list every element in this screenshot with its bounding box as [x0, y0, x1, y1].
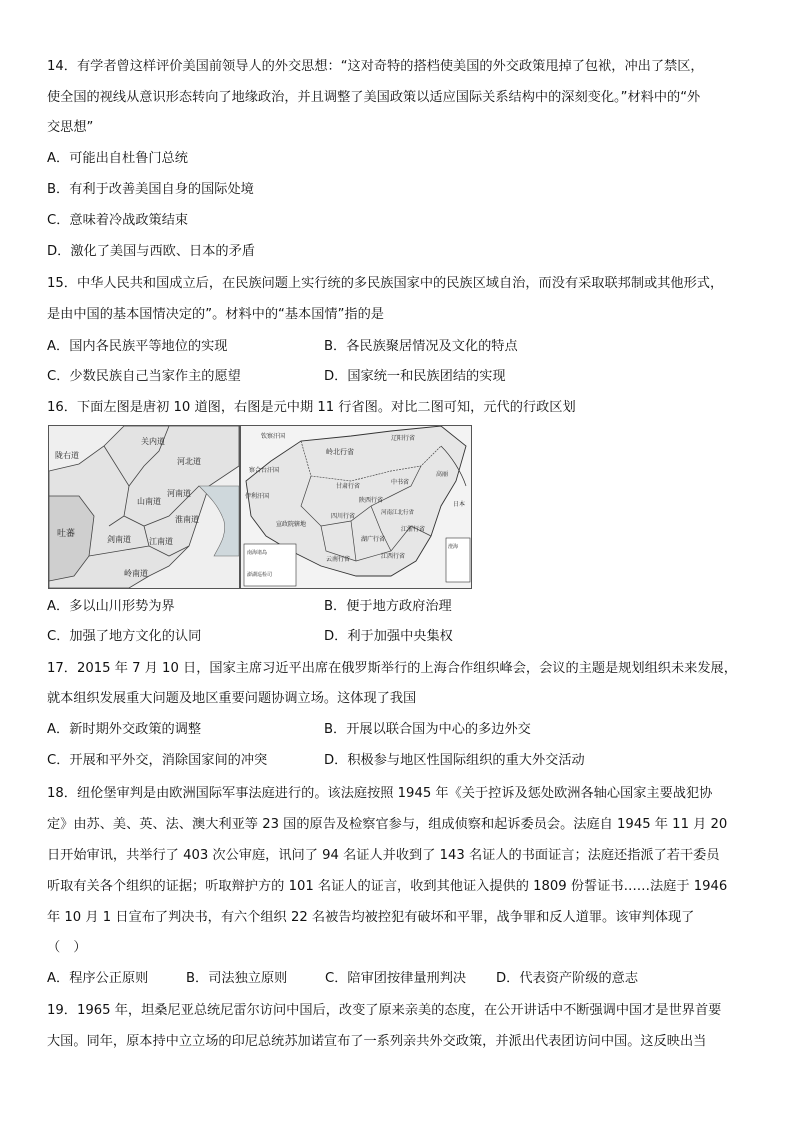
q14-option-d[interactable]: D．激化了美国与西欧、日本的矛盾: [47, 244, 255, 259]
q15-option-b[interactable]: B．各民族聚居情况及文化的特点: [324, 339, 518, 354]
q17-option-b[interactable]: B．开展以联合国为中心的多边外交: [324, 722, 531, 737]
yuan-label-henan-jiangbei: 河南江北行省: [381, 510, 415, 516]
yuan-label-chenghai: 澄海: [448, 544, 459, 550]
yuan-label-xuanzhengyuan: 宣政院辖地: [276, 521, 307, 528]
q16-option-d[interactable]: D．利于加强中央集权: [324, 629, 453, 644]
q14-option-a[interactable]: A．可能出自杜鲁门总统: [47, 151, 188, 166]
tang-label-longyou: 陇右道: [55, 451, 79, 460]
q18-stem-line1: 18．纽伦堡审判是由欧洲国际军事法庭进行的。该法庭按照 1945 年《关于控诉及惩处欧洲各轴心国家主要战犯协: [47, 786, 713, 801]
tang-label-lingnan: 岭南道: [124, 569, 148, 578]
q18-option-d[interactable]: D．代表资产阶级的意志: [496, 971, 639, 986]
q18-stem-line4: 听取有关各个组织的证据；听取辩护方的 101 名证人的证言，收到其他证入提供的 1809 份誓证书……法庭于 1946: [47, 879, 728, 894]
tang-label-guannei: 关内道: [141, 437, 165, 446]
yuan-label-lingbei: 岭北行省: [326, 448, 354, 456]
q17-option-d[interactable]: D．积极参与地区性国际组织的重大外交活动: [324, 753, 585, 768]
q17-stem-line2: 就本组织发展重大问题及地区重要问题协调立场。这体现了我国: [47, 691, 417, 706]
yuan-provinces-map: [240, 425, 472, 589]
yuan-label-jiangxi: 江西行省: [381, 553, 406, 560]
tang-map-svg: [49, 426, 239, 588]
yuan-label-goryeo: 高丽: [436, 471, 449, 478]
yuan-label-liaoyang: 辽阳行省: [391, 435, 416, 442]
yuan-label-chagatai: 察合台汗国: [249, 467, 280, 474]
q15-stem-line1: 15．中华人民共和国成立后，在民族问题上实行统的多民族国家中的民族区域自治，而没有采取联邦制或其他形式，: [47, 276, 724, 291]
q16-option-c[interactable]: C．加强了地方文化的认同: [47, 629, 202, 644]
tang-label-tubo: 吐蕃: [57, 529, 76, 539]
tang-label-jiangnan: 江南道: [149, 537, 173, 546]
q17-option-c[interactable]: C．开展和平外交，消除国家间的冲突: [47, 753, 268, 768]
q18-stem-line5: 年 10 月 1 日宣布了判决书，有六个组织 22 名被告均被控犯有破坏和平罪，战争罪和反人道罪。该审判体现了: [47, 910, 695, 925]
q16-option-a[interactable]: A．多以山川形势为界: [47, 599, 175, 614]
q18-answer-parens: （ ）: [47, 940, 87, 955]
yuan-label-south-sea-islands: 南海诸岛: [247, 550, 268, 556]
yuan-label-japan: 日本: [453, 501, 466, 508]
q17-option-a[interactable]: A．新时期外交政策的调整: [47, 722, 202, 737]
yuan-label-penghu: 澎湖巡检司: [247, 572, 273, 578]
tang-circuits-map: [48, 425, 240, 589]
yuan-label-gansu: 甘肃行省: [336, 483, 361, 490]
yuan-label-yunnan: 云南行省: [326, 556, 351, 563]
q15-stem-line2: 是由中国的基本国情决定的”。材料中的“基本国情”指的是: [47, 307, 384, 322]
q14-stem-line2: 使全国的视线从意识形态转向了地缘政治，并且调整了美国政策以适应国际关系结构中的深刻变化。”材料中的“外: [47, 90, 701, 105]
q15-option-a[interactable]: A．国内各民族平等地位的实现: [47, 339, 228, 354]
q19-stem-line1: 19．1965 年，坦桑尼亚总统尼雷尔访问中国后，改变了原来亲美的态度，在公开讲话中不断强调中国才是世界首要: [47, 1003, 722, 1018]
q14-stem-line3: 交思想”: [47, 120, 94, 135]
tang-label-jiannan: 剑南道: [107, 535, 131, 544]
yuan-label-huguang: 湖广行省: [361, 536, 386, 543]
q18-option-b[interactable]: B．司法独立原则: [186, 971, 288, 986]
q18-stem-line2: 定》由苏、美、英、法、澳大利亚等 23 国的原告及检察官参与，组成侦察和起诉委员会。法庭自 1945 年 11 月 20: [47, 817, 728, 832]
tang-label-shannan: 山南道: [137, 497, 161, 506]
q14-option-c[interactable]: C．意味着冷战政策结束: [47, 213, 189, 228]
q16-stem-line1: 16．下面左图是唐初 10 道图，右图是元中期 11 行省图。对比二图可知，元代的行政区划: [47, 400, 576, 415]
q18-stem-line3: 日开始审讯，共举行了 403 次公审庭，讯问了 94 名证人并收到了 143 名证人的书面证言；法庭还指派了若干委员: [47, 848, 720, 863]
q14-option-b[interactable]: B．有利于改善美国自身的国际处境: [47, 182, 254, 197]
yuan-label-shaanxi: 陕西行省: [359, 497, 384, 504]
q19-stem-line2: 大国。同年，原本持中立立场的印尼总统苏加诺宣布了一系列亲共外交政策，并派出代表团访问中国。这反映出当: [47, 1034, 707, 1049]
q15-option-c[interactable]: C．少数民族自己当家作主的愿望: [47, 369, 241, 384]
tang-label-henan: 河南道: [167, 489, 191, 498]
tang-label-hebei: 河北道: [177, 457, 201, 466]
q18-option-a[interactable]: A．程序公正原则: [47, 971, 149, 986]
q18-option-c[interactable]: C．陪审团按律量刑判决: [325, 971, 467, 986]
q17-stem-line1: 17．2015 年 7 月 10 日，国家主席习近平出席在俄罗斯举行的上海合作组织峰会，会议的主题是规划组织未来发展，: [47, 661, 737, 676]
yuan-label-kipchak: 钦察汗国: [261, 433, 286, 440]
yuan-label-zhongshu: 中书省: [391, 479, 410, 486]
tang-label-huainan: 淮南道: [175, 515, 199, 524]
q14-stem-line1: 14．有学者曾这样评价美国前领导人的外交思想：“这对奇特的搭档使美国的外交政策甩掉了包袱，冲出了禁区，: [47, 59, 704, 74]
yuan-label-ilkhanate: 伊利汗国: [245, 493, 270, 500]
q15-option-d[interactable]: D．国家统一和民族团结的实现: [324, 369, 506, 384]
yuan-map-svg: [241, 426, 471, 588]
q16-option-b[interactable]: B．便于地方政府治理: [324, 599, 452, 614]
yuan-label-jiangzhe: 江浙行省: [401, 526, 426, 533]
yuan-label-sichuan: 四川行省: [331, 513, 356, 520]
